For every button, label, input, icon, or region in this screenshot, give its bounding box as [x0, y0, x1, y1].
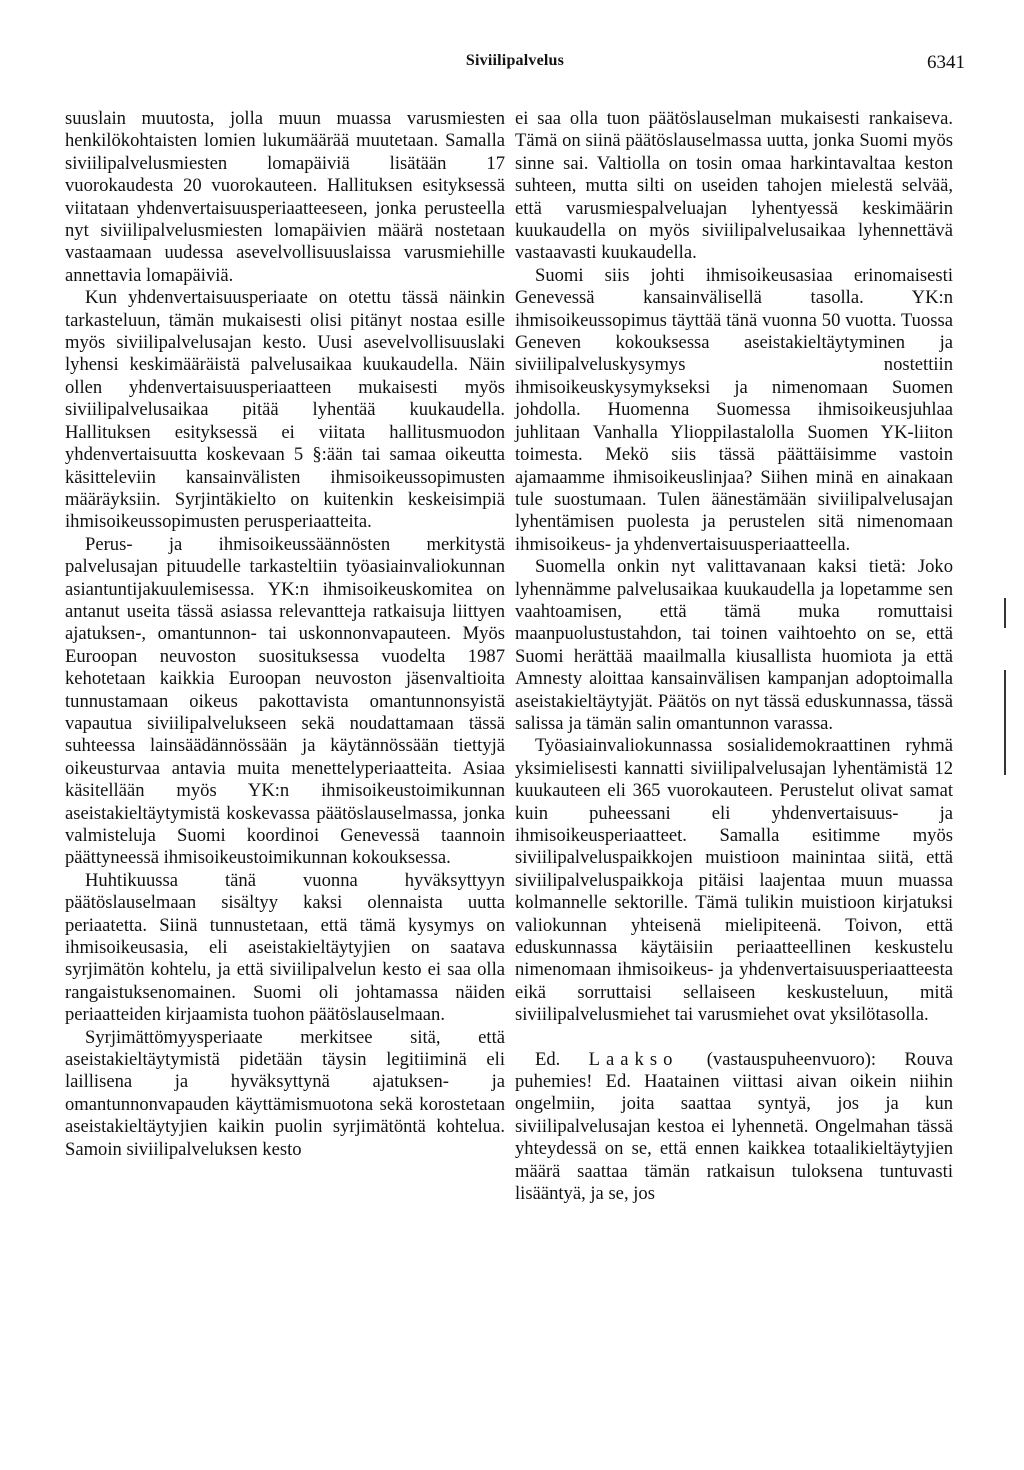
speaker-name: Laakso — [588, 1048, 679, 1070]
page-header — [65, 52, 965, 76]
paragraph: Syrjimättömyysperiaate merkitsee sitä, että aseistakieltäytymistä pidetään täysin legitiiminä eli laillisena ja hyväksyttynä ajatuksen- ja omantunnonvapauden käyttämismuotona sekä korostetaan aseistakieltäytyjien kaikin puolin syrjimätöntä kohtelua. Samoin siviilipalveluksen kesto — [65, 1026, 505, 1160]
paragraph: Suomi siis johti ihmisoikeusasiaa erinomaisesti Genevessä kansainvälisellä tasolla. YK:n ihmisoikeussopimus täyttää tänä vuonna 50 vuotta. Tuossa Geneven kokouksessa aseistakieltäytyminen ja siviilipalveluskysymys nostettiin ihmisoikeuskysymykseksi ja nimenomaan Suomen johdolla. Huomenna Suomessa ihmisoikeusjuhlaa juhlitaan Vanhalla Ylioppilastalolla Suomen YK-liiton toimesta. Mekö siis tässä päättäisimme vastoin ajamaamme ihmisoikeuslinjaa? Siihen minä en ainakaan tule suostumaan. Tulen äänestämään siviilipalvelusajan lyhentämisen puolesta ja perustelen sitä nimenomaan ihmisoikeus- ja yhdenvertaisuusperiaatteella. — [515, 264, 953, 555]
speech-text: (vastauspuheenvuoro): Rouva puhemies! Ed. Haatainen viittasi aivan oikein niihin ongelmiin, joita saattaa syntyä, jos ja kun siviilipalvelusajan kestoa ei lyhennetä. Ongelmahan tässä yhteydessä on se, että ennen kaikkea totaalikieltäytyjien määrä saattaa tämän ratkaisun tuloksena tuntuvasti lisääntyä, ja se, jos — [515, 1048, 954, 1205]
paragraph: Perus- ja ihmisoikeussäännösten merkitystä palvelusajan pituudelle tarkasteltiin työasiainvaliokunnan asiantuntijakuulemisessa. YK:n ihmisoikeuskomitea on antanut useita tässä asiassa relevantteja ratkaisuja liittyen ajatuksen-, omantunnon- tai uskonnonvapauteen. Myös Euroopan neuvoston suosituksessa vuodelta 1987 kehotetaan kaikkia Euroopan neuvoston jäsenvaltioita tunnustamaan oikeus pakottavista omantunnonsyistä vapautua siviilipalvelukseen sekä noudattamaan tässä suhteessa lainsäädännössään ja käytännössään tiettyjä oikeusturvaa antavia muita menettelyperiaatteita. Asiaa käsitellään myös YK:n ihmisoikeustoimikunnan aseistakieltäytymistä koskevassa päätöslauselmassa, jonka valmisteluja Suomi koordinoi Genevessä taannoin päättyneessä ihmisoikeustoimikunnan kokouksessa. — [65, 533, 505, 869]
paragraph: suuslain muutosta, jolla muun muassa varusmiesten henkilökohtaisten lomien lukumäärää muutetaan. Samalla siviilipalvelusmiesten lomapäiviä lisätään 17 vuorokaudesta 20 vuorokauteen. Hallituksen esityksessä viitataan yhdenvertaisuusperiaatteeseen, jonka perusteella nyt siviilipalvelusmiesten lomapäivien määrä nostetaan vastaamaan uudessa asevelvollisuuslaissa varusmiehille annettavia lomapäiviä. — [65, 108, 505, 286]
running-title: Siviilipalvelus — [465, 52, 565, 69]
speech-prefix: Ed. — [535, 1048, 589, 1070]
paragraph: Työasiainvaliokunnassa sosialidemokraattinen ryhmä yksimielisesti kannatti siviilipalvelusajan lyhentämistä 12 kuukauteen eli 365 vuorokauteen. Perustelut olivat samat kuin puheessani eli yhdenvertaisuus- ja ihmisoikeusperiaatteet. Samalla esitimme myös siviilipalveluspaikkojen muistioon mainintaa siitä, että siviilipalveluspaikkoja pitäisi laajentaa muun muassa kolmannelle sektorille. Tämä tulikin muistioon kirjatuksi valiokunnan yhteisenä mielipiteenä. Toivon, että eduskunnassa käytäisiin periaatteellinen keskustelu nimenomaan ihmisoikeus- ja yhdenvertaisuusperiaatteesta eikä sorruttaisi sellaiseen keskusteluun, mitä siviilipalvelusmiehet tai varusmiehet ovat yksilötasolla. — [515, 735, 953, 1026]
paragraph: ei saa olla tuon päätöslauselman mukaisesti rankaiseva. Tämä on siinä päätöslauselmassa uutta, jonka Suomi myös sinne sai. Valtiolla on tosin omaa harkintavaltaa keston suhteen, mutta silti on useiden tahojen mielestä selvää, että varusmiespalveluajan lyhentyessä keskimäärin kuukaudella on myös siviilipalvelusaikaa lyhennettävä vastaavasti kuukaudella. — [515, 108, 953, 264]
speech-paragraph — [515, 1049, 953, 1206]
margin-mark — [1004, 598, 1006, 628]
paragraph: Suomella onkin nyt valittavanaan kaksi tietä: Joko lyhennämme palvelusaikaa kuukaudella ja lopetamme sen vaahtoamisen, että tämä muka romuttaisi maanpuolustustahdon, tai toinen vaihtoehto on se, että Suomi herättää maailmalla kiusallista huomiota ja että Amnesty aloittaa kansainvälisen kampanjan adoptoimalla aseistakieltäytyjät. Päätös on nyt tässä eduskunnassa, tässä salissa ja tämän salin omantunnon varassa. — [515, 556, 953, 734]
left-column — [65, 108, 505, 1161]
paragraph: Huhtikuussa tänä vuonna hyväksyttyyn päätöslauselmaan sisältyy kaksi olennaista uutta periaatetta. Siinä tunnustetaan, että tämä kysymys on ihmisoikeusasia, eli aseistakieltäytyjien on saatava syrjimätön kohtelu, ja että siviilipalvelun kesto ei saa olla rangaistuksenomainen. Suomi oli johtamassa näiden periaatteiden kirjaamista tuohon päätöslauselmaan. — [65, 869, 505, 1026]
page-number: 6341 — [927, 52, 965, 73]
paragraph: Kun yhdenvertaisuusperiaate on otettu tässä näinkin tarkasteluun, tämän mukaisesti olisi pitänyt nostaa esille myös siviilipalvelusajan kesto. Uusi asevelvollisuuslaki lyhensi keskimääräistä palvelusaikaa kuukaudella. Näin ollen yhdenvertaisuusperiaatteen mukaisesti myös siviilipalvelusaikaa pitää lyhentää kuukaudella. Hallituksen esityksessä ei viitata hallitusmuodon yhdenvertaisuutta koskevaan 5 §:ään tai samaa oikeutta käsitteleviin kansainvälisten ihmisoikeussopimusten määräyksiin. Syrjintäkielto on kuitenkin keskeisimpiä ihmisoikeussopimusten perusperiaatteita. — [65, 287, 505, 533]
margin-mark — [1004, 670, 1006, 775]
right-column — [515, 108, 953, 1206]
